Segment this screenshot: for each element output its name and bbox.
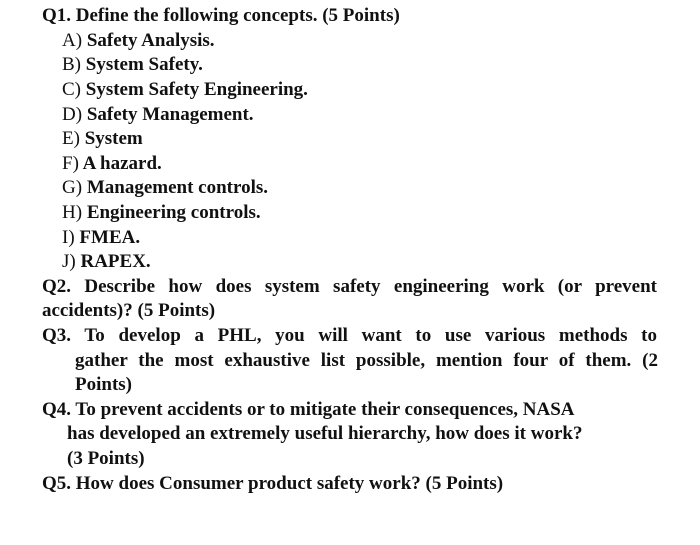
item-text: RAPEX. [80, 251, 151, 272]
item-text: Management controls. [86, 177, 268, 198]
item-text: System Safety Engineering. [85, 79, 308, 100]
item-text: Safety Management. [86, 104, 254, 125]
q4-line-3: (3 Points) [67, 448, 145, 469]
q2-line-2: accidents)? (5 Points) [42, 300, 216, 321]
item-letter: D) [62, 104, 83, 125]
item-letter: B) [62, 54, 81, 75]
q2-line-1: Q2. Describe how does system safety engineering work (or prevent [42, 276, 657, 297]
q3-line-1: Q3. To develop a PHL, you will want to use various methods to [42, 325, 657, 346]
item-letter: I) [62, 227, 75, 248]
item-letter: F) [62, 153, 79, 174]
q1-item-a [62, 30, 215, 52]
q5-line-1: Q5. How does Consumer product safety work? (5 Points) [42, 473, 504, 494]
q1-item-h [62, 202, 261, 224]
q4-line-2: has developed an extremely useful hierarchy, how does it work? [67, 423, 583, 444]
item-text: System [84, 128, 143, 149]
item-letter: C) [62, 79, 81, 100]
q1-item-i [62, 227, 140, 249]
item-letter: H) [62, 202, 83, 223]
item-letter: A) [62, 30, 83, 51]
q1-item-b [62, 54, 203, 76]
item-letter: G) [62, 177, 83, 198]
q1-item-d [62, 104, 254, 126]
q1-heading: Q1. Define the following concepts. (5 Points) [42, 5, 400, 26]
item-text: FMEA. [79, 227, 141, 248]
q3-line-2: gather the most exhaustive list possible, mention four of them. (2 [75, 350, 658, 371]
item-text: Engineering controls. [86, 202, 261, 223]
q4-line-1: Q4. To prevent accidents or to mitigate their consequences, NASA [42, 399, 575, 420]
item-letter: E) [62, 128, 80, 149]
q1-item-g [62, 177, 268, 199]
q3-line-3: Points) [75, 374, 132, 395]
item-text: System Safety. [85, 54, 203, 75]
item-letter: J) [62, 251, 76, 272]
q1-item-e [62, 128, 143, 150]
q1-item-j [62, 251, 151, 273]
item-text: Safety Analysis. [86, 30, 215, 51]
q1-item-f [62, 153, 162, 175]
q1-item-c [62, 79, 308, 101]
item-text: A hazard. [82, 153, 162, 174]
